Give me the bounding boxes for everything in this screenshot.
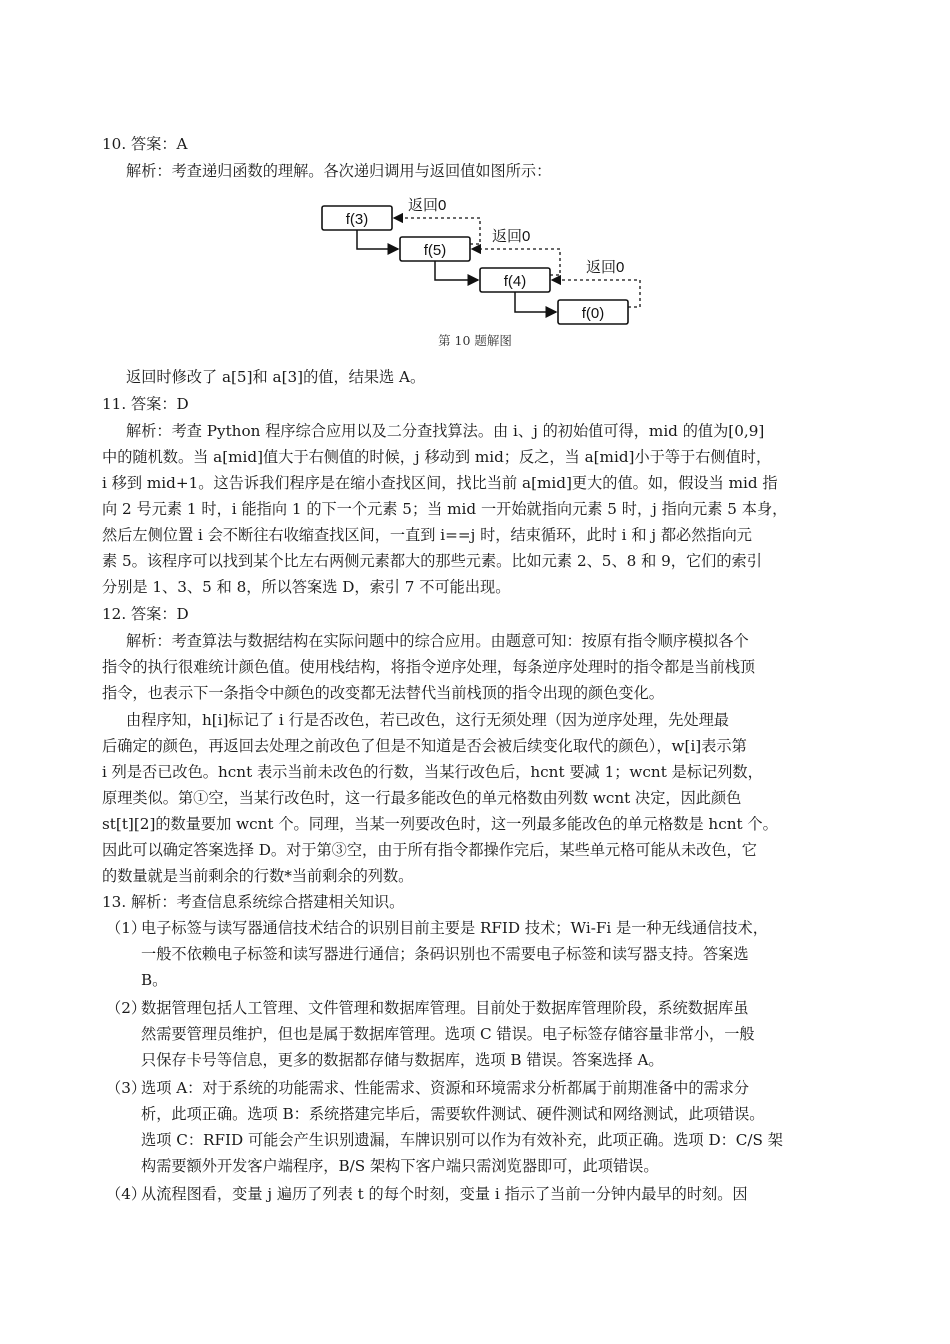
- q11-line: 分别是 1、3、5 和 8，所以答案选 D，索引 7 不可能出现。: [102, 578, 511, 596]
- q12-para2-line: st[t][2]的数量要加 wcnt 个。同理，当某一列要改色时，这一列最多能改色的单元格数是 hcnt 个。: [102, 815, 778, 833]
- q11-line: 向 2 号元素 1 时，i 能指向 1 的下一个元素 5；当 mid 一开始就指向元素 5 时，j 指向元素 5 本身，: [102, 500, 788, 518]
- q12-answer: 12. 答案：D: [102, 605, 189, 623]
- q13-item-line: 构需要额外开发客户端程序，B/S 架构下客户端只需浏览器即可，此项错误。: [141, 1157, 659, 1175]
- q13-item-num: （1）: [106, 919, 147, 937]
- figure-caption: 第 10 题解图: [438, 333, 512, 348]
- q11-answer: 11. 答案：D: [102, 395, 189, 413]
- q12-para2-line: i 列是否已改色。hcnt 表示当前未改色的行数，当某行改色后，hcnt 要减 1；wcnt 是标记列数，: [102, 763, 763, 781]
- q13-item-num: （3）: [106, 1079, 147, 1097]
- q13-item-line: 电子标签与读写器通信技术结合的识别目前主要是 RFID 技术；Wi-Fi 是一种无线通信技术，: [141, 919, 768, 937]
- return-label-2: 返回0: [492, 228, 531, 245]
- q13-item-line: 一般不依赖电子标签和读写器进行通信；条码识别也不需要电子标签和读写器支持。答案选: [141, 945, 749, 963]
- q13-item-num: （2）: [106, 999, 147, 1017]
- q10-conclusion: 返回时修改了 a[5]和 a[3]的值，结果选 A。: [126, 368, 426, 386]
- q12-para2-line: 由程序知，h[i]标记了 i 行是否改色，若已改色，这行无须处理（因为逆序处理，先处理最: [126, 711, 729, 729]
- q12-para2-line: 后确定的颜色，再返回去处理之前改色了但是不知道是否会被后续变化取代的颜色），w[i]表示第: [102, 737, 747, 755]
- q13-item-line: 从流程图看，变量 j 遍历了列表 t 的每个时刻，变量 i 指示了当前一分钟内最早的时刻。因: [141, 1185, 748, 1203]
- return-label-3: 返回0: [586, 259, 625, 276]
- q12-para1-line: 指令的执行很难统计颜色值。使用栈结构，将指令逆序处理，每条逆序处理时的指令都是当前栈顶: [102, 658, 756, 676]
- q11-line: 中的随机数。当 a[mid]值大于右侧值的时候，j 移动到 mid；反之，当 a[mid]小于等于右侧值时，: [102, 448, 772, 466]
- q12-para2-line: 的数量就是当前剩余的行数*当前剩余的列数。: [102, 867, 414, 885]
- q11-line: 素 5。该程序可以找到某个比左右两侧元素都大的那些元素。比如元素 2、5、8 和 9，它们的索引: [102, 552, 762, 570]
- q13-item-line: 只保存卡号等信息，更多的数据都存储与数据库，选项 B 错误。答案选择 A。: [141, 1051, 664, 1069]
- call-arrow-1: [357, 230, 398, 249]
- call-label-f0: f(0): [581, 305, 605, 322]
- q13-header: 13. 解析：考查信息系统综合搭建相关知识。: [102, 893, 405, 911]
- call-label-f3: f(3): [345, 211, 369, 228]
- call-arrow-2: [435, 261, 478, 280]
- return-label-1: 返回0: [408, 197, 447, 214]
- q12-para2-line: 因此可以确定答案选择 D。对于第③空，由于所有指令都操作完后，某些单元格可能从未改色，它: [102, 841, 757, 859]
- q10-answer: 10. 答案：A: [102, 135, 188, 153]
- q13-item-line: 数据管理包括人工管理、文件管理和数据库管理。目前处于数据库管理阶段，系统数据库虽: [141, 999, 749, 1017]
- q11-line: i 移到 mid+1。这告诉我们程序是在缩小查找区间，找比当前 a[mid]更大的值。如，假设当 mid 指: [102, 474, 778, 492]
- q13-item-line: B。: [141, 971, 168, 989]
- q13-item-num: （4）: [106, 1185, 147, 1203]
- q13-item-line: 然需要管理员维护，但也是属于数据库管理。选项 C 错误。电子标签存储容量非常小，一般: [141, 1025, 755, 1043]
- q10-analysis: 解析：考查递归函数的理解。各次递归调用与返回值如图所示：: [126, 162, 552, 180]
- q13-item-line: 析，此项正确。选项 B：系统搭建完毕后，需要软件测试、硬件测试和网络测试，此项错误。: [141, 1105, 765, 1123]
- call-label-f4: f(4): [503, 273, 527, 290]
- q12-para2-line: 原理类似。第①空，当某行改色时，这一行最多能改色的单元格数由列数 wcnt 决定，因此颜色: [102, 789, 742, 807]
- q11-line: 然后左侧位置 i 会不断往右收缩查找区间，一直到 i==j 时，结束循环，此时 i 和 j 都必然指向元: [102, 526, 752, 544]
- call-arrow-3: [515, 292, 556, 312]
- q11-line: 解析：考查 Python 程序综合应用以及二分查找算法。由 i、j 的初始值可得，mid 的值为[0,9]: [126, 422, 765, 440]
- q13-item-line: 选项 C：RFID 可能会产生识别遗漏，车牌识别可以作为有效补充，此项正确。选项 D：C/S 架: [141, 1131, 783, 1149]
- recursion-diagram: [300, 186, 660, 331]
- q12-para1-line: 解析：考查算法与数据结构在实际问题中的综合应用。由题意可知：按原有指令顺序模拟各个: [126, 632, 749, 650]
- call-label-f5: f(5): [423, 242, 447, 259]
- q13-item-line: 选项 A：对于系统的功能需求、性能需求、资源和环境需求分析都属于前期准备中的需求分: [141, 1079, 750, 1097]
- q12-para1-line: 指令，也表示下一条指令中颜色的改变都无法替代当前栈顶的指令出现的颜色变化。: [102, 684, 664, 702]
